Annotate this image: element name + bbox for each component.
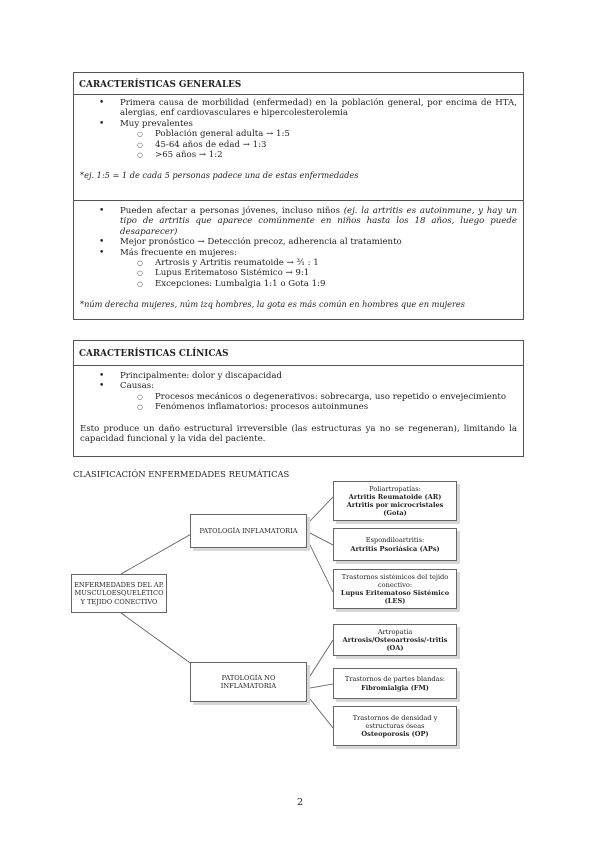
node-root-label: ENFERMEDADES DEL AP. MUSCULOESQUELÉTICO Y TEJIDO CONECTIVO [74,581,164,606]
leaf-bone-op: Osteoporosis (OP) [361,730,429,739]
leaf-poly-gout: Artritis por microcristales (Gota) [346,501,444,518]
bullet-morbidity: • Primera causa de morbilidad (enfermedad) en la población general, por encima de HTA, alergias, enf cardiovasculares e hipercolesterolemia [80,98,517,119]
connector-noinflam-soft [310,684,333,688]
leaf-arthro-oa: Artrosis/Osteoartrosis/-tritis (OA) [342,635,448,653]
page-number: 2 [296,797,304,808]
leaf-bone-head: Trastornos de densidad y estructuras óseas [352,713,438,730]
ratio-note: *núm derecha mujeres, núm izq hombres, la gota es más común en hombres que en mujeres [80,299,465,310]
node-root [71,574,167,613]
general-heading: CARACTERÍSTICAS GENERALES [74,73,523,95]
node-noinflam-label: PATOLOGÍA NO INFLAMATORIA [220,673,277,690]
clinical-heading: CARACTERÍSTICAS CLÍNICAS [74,341,523,366]
leaf-spondyloarthritis [333,528,457,561]
leaf-arthro-head: Artropatía [377,627,413,636]
prevalence-adult: ○ Población general adulta → 1:5 [120,129,517,139]
bullet-young-example: (ej. la artritis es autoinmune, y hay un tipo de artritis que aparece comúnmente en niños hasta los 18 años, luego puede desaparecer) [120,206,517,237]
leaf-poly-ar: Artritis Reumatoide (AR) [348,492,442,501]
connector-inflam-systemic [310,545,333,592]
leaf-arthropathy [333,624,457,656]
bullet-prognosis: • Mejor pronóstico → Detección precoz, adherencia al tratamiento [80,237,517,247]
bullet-young-text: Pueden afectar a personas jóvenes, incluso niños [120,206,340,216]
leaf-bone-density [333,706,457,746]
bullet-prevalence-text: Muy prevalentes [120,118,193,129]
node-inflam-label: PATOLOGÍA INFLAMATORIA [199,526,298,535]
ratio-lupus: ○ Lupus Eritematoso Sistémico → 9:1 [120,268,517,278]
diagram-title: CLASIFICACIÓN ENFERMEDADES REUMÁTICAS [73,469,290,479]
node-inflammatory [190,514,307,548]
connector-inflam-poly [310,497,333,521]
leaf-polyarthropathies [333,481,457,521]
clinical-paragraph: Esto produce un daño estructural irreversible (las estructuras ya no se regeneran), limitando la capacidad funcional y la vida del paciente. [80,423,517,445]
leaf-systemic-connective [333,569,457,609]
connector-noinflam-arthro [310,640,333,676]
leaf-systemic-les: Lupus Eritematoso Sistémico (LES) [340,589,450,606]
prevalence-note: *ej. 1:5 = 1 de cada 5 personas padece una de estas enfermedades [80,170,359,181]
connector-root-inflam [121,533,193,574]
prevalence-45-64: ○ 45-64 años de edad → 1:3 [120,140,517,150]
leaf-soft-tissue [333,668,457,699]
leaf-poly-head: Poliartropatías: [369,484,421,493]
leaf-systemic-head: Trastornos sistémicos del tejido conectivo: [341,572,449,589]
node-non-inflammatory [190,662,307,702]
cause-inflammatory: ○ Fenómenos inflamatorios: procesos autoinmunes [120,402,517,412]
leaf-soft-fm: Fibromialgia (FM) [361,683,429,692]
leaf-spondylo-head: Espondiloartritis: [365,536,425,545]
connector-noinflam-bone [310,699,333,728]
bullet-women-text: Más frecuente en mujeres: [120,247,237,258]
ratio-arthrosis: ○ Artrosis y Artritis reumatoide → ³⁄₁ : 1 [120,258,517,268]
prevalence-65: ○ >65 años → 1:2 [120,150,517,160]
leaf-spondylo-aps: Artritis Psoriásica (APs) [350,544,440,553]
connector-inflam-spondylo [310,533,333,545]
bullet-causes-text: Causas: [120,381,155,392]
ratio-exceptions: ○ Excepciones: Lumbalgia 1:1 o Gota 1:9 [120,279,517,289]
bullet-pain: • Principalmente: dolor y discapacidad [80,371,517,381]
cause-mechanical: ○ Procesos mecánicos o degenerativos: sobrecarga, uso repetido o envejecimiento [120,392,517,402]
connector-root-noinflam [121,613,193,665]
leaf-soft-head: Trastornos de partes blandas: [344,675,446,684]
